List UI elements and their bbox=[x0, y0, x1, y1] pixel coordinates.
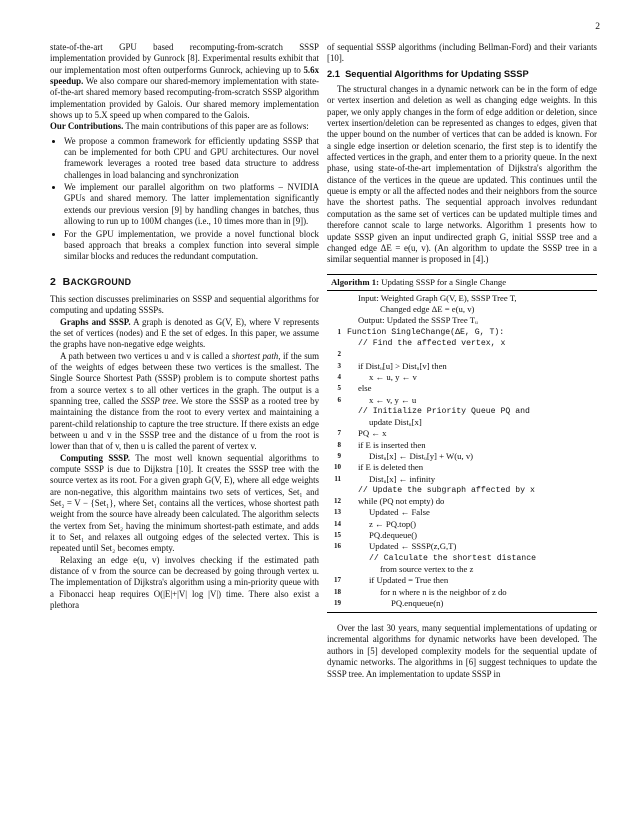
algorithm-line bbox=[327, 496, 597, 507]
algorithm-line bbox=[327, 338, 597, 349]
line-text bbox=[347, 349, 597, 360]
line-text: Input: Weighted Graph G(V, E), SSSP Tree T, bbox=[358, 292, 517, 303]
algorithm-line bbox=[327, 293, 597, 304]
algorithm-line bbox=[327, 395, 597, 406]
line-text: Distᵤ[x] ← infinity bbox=[369, 473, 436, 484]
computing-paragraph bbox=[50, 453, 319, 555]
algorithm-line bbox=[327, 304, 597, 315]
section-heading-background bbox=[50, 277, 319, 288]
sssp-tree-term: SSSP tree bbox=[141, 395, 176, 406]
update-paragraph: The structural changes in a dynamic network can be in the form of edge or vertex insertion and deletion as well as changing edge weights. In this paper, we only apply changes in the form of edge addition or deletion, since vertex insertion/deletion can be represented as changes to edges, given that the upper bound on the number of vertices that can be added is known. For a single edge insertion or deletion scenario, the first step is to identify the affected vertices in the graph, and enter them to a priority queue. In the next phase, using state-of-the-art implementation of Dijkstra's algorithm the distance of the vertices in the queue are updated. This continues until the queue is empty or all the affected nodes and their neighbors from the source have the shortest paths. The sequential approach involves redundant computation as the same set of vertices can be updated multiple times and therefore cannot scale to large networks. Algorithm 1 presents how to update SSSP given an input undirected graph G, initial SSSP tree and a changed edge ΔE = e(u, v). (An algorithm to update the SSSP tree in a similar sequential manner is proposed in [4].) bbox=[327, 84, 597, 265]
algorithm-line bbox=[327, 417, 597, 428]
related-work-paragraph: Over the last 30 years, many sequential implementations of updating or incremental algorithms for dynamic networks have been developed. The authors in [5] developed complexity models for the sequential update of dynamic networks. The algorithms in [6] suggest techniques to update the SSSP tree. An implementation to update SSSP in bbox=[327, 623, 597, 679]
line-number: 15 bbox=[334, 531, 341, 540]
algorithm-line bbox=[327, 541, 597, 552]
shortest-path-term: shortest path bbox=[231, 350, 279, 361]
line-text: if Distᵤ[u] > Distᵤ[v] then bbox=[358, 360, 447, 371]
line-text: PQ ← x bbox=[358, 428, 387, 439]
contribution-item: • We implement our parallel algorithm on two platforms – NVIDIA GPUs and shared memory. The latter implementation significantly extends our previous version [9] by handling changes in batches, thus allowing to run up to 100M changes (i.e., 10 times more than in [9]). bbox=[64, 182, 319, 227]
line-number bbox=[327, 564, 347, 575]
line-text: z ← PQ.top() bbox=[369, 518, 417, 529]
line-number bbox=[327, 553, 347, 564]
algorithm-name: Updating SSSP for a Single Change bbox=[381, 276, 507, 287]
line-number: 3 bbox=[337, 361, 341, 370]
line-text: Output: Updated the SSSP Tree Tᵤ bbox=[358, 315, 478, 326]
line-number: 13 bbox=[334, 508, 341, 517]
algorithm-line bbox=[327, 575, 597, 586]
line-number: 8 bbox=[337, 440, 341, 449]
line-text: Function SingleChange(ΔE, G, T): bbox=[347, 327, 505, 337]
contributions-text: The main contributions of this paper are as follows: bbox=[125, 121, 309, 132]
graphs-paragraph bbox=[50, 317, 319, 351]
section-title-rest: ACKGROUND bbox=[70, 276, 132, 287]
line-number: 12 bbox=[334, 497, 341, 506]
page-number: 2 bbox=[595, 22, 600, 32]
algorithm-line bbox=[327, 383, 597, 394]
line-text: // Calculate the shortest distance bbox=[369, 553, 537, 563]
subsection-heading bbox=[327, 69, 597, 80]
line-number bbox=[327, 417, 347, 428]
line-number: 7 bbox=[337, 429, 341, 438]
algorithm-line bbox=[327, 406, 597, 417]
line-number: 17 bbox=[334, 576, 341, 585]
line-number bbox=[327, 485, 347, 496]
computing-text: The most well known sequential algorithms to compute SSSP is due to Dijkstra [10]. It creates the SSSP tree with the source vertex as its root. For a given graph G(V, E), where all edge weights are non-negative, this algorithm maintains two sets of vertices, Set₁ and Set₂ = V − {Set₁}, where Set₁ contains all the vertices, whose shortest path weight from the source have already been calculated. The algorithm selects the vertex from Set₂ having the minimum shortest-path estimate, and adds it to Set₁ and relaxes all outgoing edges of the selected vertex. This is repeated until Set₂ becomes empty. bbox=[50, 452, 319, 554]
line-number: 10 bbox=[334, 463, 341, 472]
line-number: 1 bbox=[337, 327, 341, 336]
line-number: 16 bbox=[334, 542, 341, 551]
line-number bbox=[327, 406, 347, 417]
algorithm-label: Algorithm 1: bbox=[331, 276, 380, 287]
line-number bbox=[327, 315, 347, 326]
subsection-title: Sequential Algorithms for Updating SSSP bbox=[345, 68, 529, 79]
line-number: 2 bbox=[337, 350, 341, 359]
algorithm-line bbox=[327, 451, 597, 462]
intro-text: state-of-the-art GPU based recomputing-from-scratch SSSP implementation provided by Gunrock [8]. Experimental results exhibit that our implementation most often outperforms Gunrock, achieving up to bbox=[50, 42, 319, 75]
speedup-highlight: 5.6x speedup. bbox=[50, 64, 320, 87]
line-number bbox=[327, 293, 347, 304]
right-continuation: of sequential SSSP algorithms (including Bellman-Ford) and their variants [10]. bbox=[327, 42, 597, 64]
algorithm-line bbox=[327, 327, 597, 338]
algorithm-line bbox=[327, 349, 597, 360]
relax-paragraph: Relaxing an edge e(u, v) involves checking if the estimated path distance of v from the source can be decreased by going through vertex u. The implementation of Dijkstra's algorithm using a min-priority queue with a Fibonacci heap requires O(|E|+|V| log |V|) time. There also exist a plethora bbox=[50, 554, 319, 611]
line-number: 14 bbox=[334, 519, 341, 528]
algorithm-line bbox=[327, 485, 597, 496]
line-number: 18 bbox=[334, 587, 341, 596]
algorithm-line bbox=[327, 440, 597, 451]
left-column bbox=[50, 42, 319, 612]
line-text: Updated ← False bbox=[369, 507, 430, 518]
line-text: Distᵤ[x] ← Distᵤ[y] + W(u, v) bbox=[369, 450, 474, 461]
line-text: x ← u, y ← v bbox=[369, 371, 417, 382]
line-text: PQ.dequeue() bbox=[369, 530, 418, 541]
algorithm-line bbox=[327, 564, 597, 575]
section-title-initial: B bbox=[62, 275, 71, 288]
line-text: if E is deleted then bbox=[358, 462, 424, 473]
right-column bbox=[327, 42, 597, 680]
line-number: 19 bbox=[334, 598, 341, 607]
graphs-heading: Graphs and SSSP. bbox=[60, 316, 131, 327]
subsection-number: 2.1 bbox=[327, 68, 340, 79]
path-text: A path between two vertices u and v is called a bbox=[60, 350, 230, 361]
line-number: 6 bbox=[337, 395, 341, 404]
line-text: Updated ← SSSP(z,G,T) bbox=[369, 541, 457, 552]
line-text: update Distᵤ[x] bbox=[369, 417, 422, 428]
algorithm-line bbox=[327, 428, 597, 439]
line-text: for n where n is the neighbor of z do bbox=[380, 586, 507, 597]
intro-text-rest: We also compare our shared-memory implementation with state-of-the-art shared memory based recomputing-from-scratch SSSP algorithm implementation provided by Galois. Our shared memory implementation shows up to 5.X speed up when compared to the Galois. bbox=[50, 76, 319, 121]
line-number bbox=[327, 304, 347, 315]
line-text: // Find the affected vertex, x bbox=[358, 339, 506, 349]
line-number bbox=[327, 338, 347, 349]
algorithm-line bbox=[327, 315, 597, 326]
line-text: // Update the subgraph affected by x bbox=[358, 485, 535, 495]
line-number: 9 bbox=[337, 451, 341, 460]
algorithm-title bbox=[327, 275, 597, 291]
contributions-heading: Our Contributions. bbox=[50, 121, 124, 132]
line-text: from source vertex to the z bbox=[380, 563, 474, 574]
background-intro: This section discusses preliminaries on SSSP and sequential algorithms for computing and updating SSSPs. bbox=[50, 293, 319, 316]
line-number: 4 bbox=[337, 372, 341, 381]
algorithm-line bbox=[327, 519, 597, 530]
algorithm-line bbox=[327, 361, 597, 372]
algorithm-line bbox=[327, 598, 597, 609]
intro-paragraph bbox=[50, 42, 319, 121]
algorithm-line bbox=[327, 372, 597, 383]
algorithm-line bbox=[327, 507, 597, 518]
path-text-end: . We store the SSSP as a rooted tree by maintaining the distance from the root to every vertex and maintaining a parent-child relationship to capture the tree structure. If there exists an edge between u and v in the SSSP tree and the distance of u from the root is lower than that of v, then u is called the parent of vertex v. bbox=[50, 395, 320, 452]
algorithm-line bbox=[327, 553, 597, 564]
algorithm-line bbox=[327, 530, 597, 541]
algorithm-line bbox=[327, 474, 597, 485]
line-text: // Initialize Priority Queue PQ and bbox=[358, 406, 530, 416]
line-text: if Updated = True then bbox=[369, 575, 449, 586]
algorithm-line bbox=[327, 587, 597, 598]
algorithm-body bbox=[327, 291, 597, 612]
path-paragraph bbox=[50, 351, 319, 453]
line-text: while (PQ not empty) do bbox=[358, 496, 445, 507]
graphs-text: A graph is denoted as G(V, E), where V represents the set of vertices (nodes) and E the set of edges. In this paper, we assume the graphs have non-negative edge weights. bbox=[50, 316, 319, 350]
line-number: 11 bbox=[334, 474, 341, 483]
line-text: Changed edge ΔE = e(u, v) bbox=[380, 304, 475, 315]
contribution-item: • We propose a common framework for efficiently updating SSSP that can be implemented for both CPU and GPU architectures. Our novel framework leverages a rooted tree based data structure to address challenges in load balancing and synchronization bbox=[64, 136, 319, 181]
algorithm-box bbox=[327, 274, 597, 614]
contributions-list bbox=[50, 136, 319, 263]
contributions-paragraph bbox=[50, 121, 319, 132]
line-text: PQ.enqueue(n) bbox=[391, 597, 444, 608]
section-number: 2 bbox=[50, 275, 57, 288]
algorithm-line bbox=[327, 462, 597, 473]
line-text: x ← v, y ← u bbox=[369, 394, 417, 405]
line-number: 5 bbox=[337, 384, 341, 393]
line-text: if E is inserted then bbox=[358, 439, 426, 450]
contribution-item: • For the GPU implementation, we provide a novel functional block based approach that breaks a complex function into several simple similar blocks and reduces the redundant computation. bbox=[64, 229, 319, 263]
computing-heading: Computing SSSP. bbox=[60, 452, 130, 463]
line-text: else bbox=[358, 383, 372, 394]
path-text-cont: , if the sum of the weights of edges between these two vertices is the smallest. The Single Source Shortest Path (SSSP) problem is to compute shortest paths from a source vertex s to all other vertices in the graph. The output is a spanning tree, called the bbox=[50, 350, 320, 406]
